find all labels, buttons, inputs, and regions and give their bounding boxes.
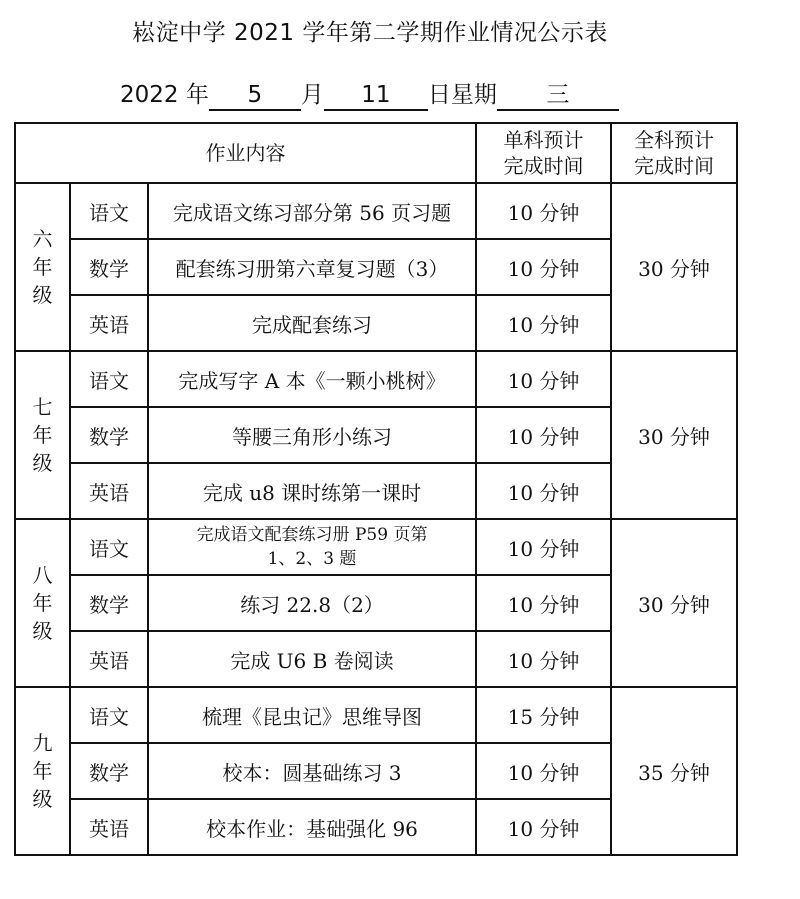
date-weekday: 三 [497,81,619,111]
header-total-time [611,123,737,183]
subject-cell: 语文 [70,183,148,239]
task-cell: 配套练习册第六章复习题（3） [148,239,476,295]
date-day: 11 [324,81,428,111]
header-total-line2: 完成时间 [634,154,715,178]
date-year: 2022 年 [120,82,209,108]
total-time-cell: 35 分钟 [611,687,737,855]
subject-cell: 数学 [70,407,148,463]
time-cell: 10 分钟 [476,295,611,351]
time-cell: 10 分钟 [476,519,611,575]
task-cell: 等腰三角形小练习 [148,407,476,463]
time-cell: 10 分钟 [476,183,611,239]
total-time-cell: 30 分钟 [611,351,737,519]
time-cell: 10 分钟 [476,239,611,295]
header-row [15,123,737,183]
grade-label-7: 七 年 级 [15,351,70,519]
task-cell: 校本：圆基础练习 3 [148,743,476,799]
grade-label-6: 六 年 级 [15,183,70,351]
task-cell: 完成 u8 课时练第一课时 [148,463,476,519]
subject-cell: 英语 [70,631,148,687]
subject-cell: 语文 [70,687,148,743]
subject-cell: 数学 [70,239,148,295]
subject-cell: 英语 [70,295,148,351]
task-cell: 练习 22.8（2） [148,575,476,631]
task-cell: 校本作业：基础强化 96 [148,799,476,855]
task-cell: 梳理《昆虫记》思维导图 [148,687,476,743]
header-single-time [476,123,611,183]
time-cell: 10 分钟 [476,743,611,799]
task-line2: 1、2、3 题 [267,549,357,569]
time-cell: 10 分钟 [476,631,611,687]
task-cell [148,519,476,575]
subject-cell: 语文 [70,519,148,575]
date-month-unit: 月 [300,82,324,108]
time-cell: 10 分钟 [476,799,611,855]
time-cell: 10 分钟 [476,407,611,463]
grade-label-8: 八 年 级 [15,519,70,687]
homework-table [14,122,738,856]
page-title: 崧淀中学 2021 学年第二学期作业情况公示表 [132,20,608,46]
task-cell: 完成配套练习 [148,295,476,351]
date-day-unit: 日星期 [427,82,497,108]
date-line [120,76,619,111]
total-time-cell: 30 分钟 [611,519,737,687]
grade-label-9: 九 年 级 [15,687,70,855]
subject-cell: 英语 [70,799,148,855]
header-content: 作业内容 [15,123,476,183]
task-line1: 完成语文配套练习册 P59 页第 [196,525,428,545]
task-cell: 完成语文练习部分第 56 页习题 [148,183,476,239]
subject-cell: 数学 [70,575,148,631]
task-cell: 完成 U6 B 卷阅读 [148,631,476,687]
time-cell: 10 分钟 [476,351,611,407]
time-cell: 10 分钟 [476,463,611,519]
subject-cell: 数学 [70,743,148,799]
table-row [15,183,737,239]
total-time-cell: 30 分钟 [611,183,737,351]
header-total-line1: 全科预计 [634,128,715,152]
subject-cell: 语文 [70,351,148,407]
date-month: 5 [209,81,301,111]
table-row [15,687,737,743]
subject-cell: 英语 [70,463,148,519]
time-cell: 15 分钟 [476,687,611,743]
table-row [15,519,737,575]
header-single-line1: 单科预计 [503,128,584,152]
time-cell: 10 分钟 [476,575,611,631]
task-cell: 完成写字 A 本《一颗小桃树》 [148,351,476,407]
header-single-line2: 完成时间 [503,154,584,178]
table-row [15,351,737,407]
